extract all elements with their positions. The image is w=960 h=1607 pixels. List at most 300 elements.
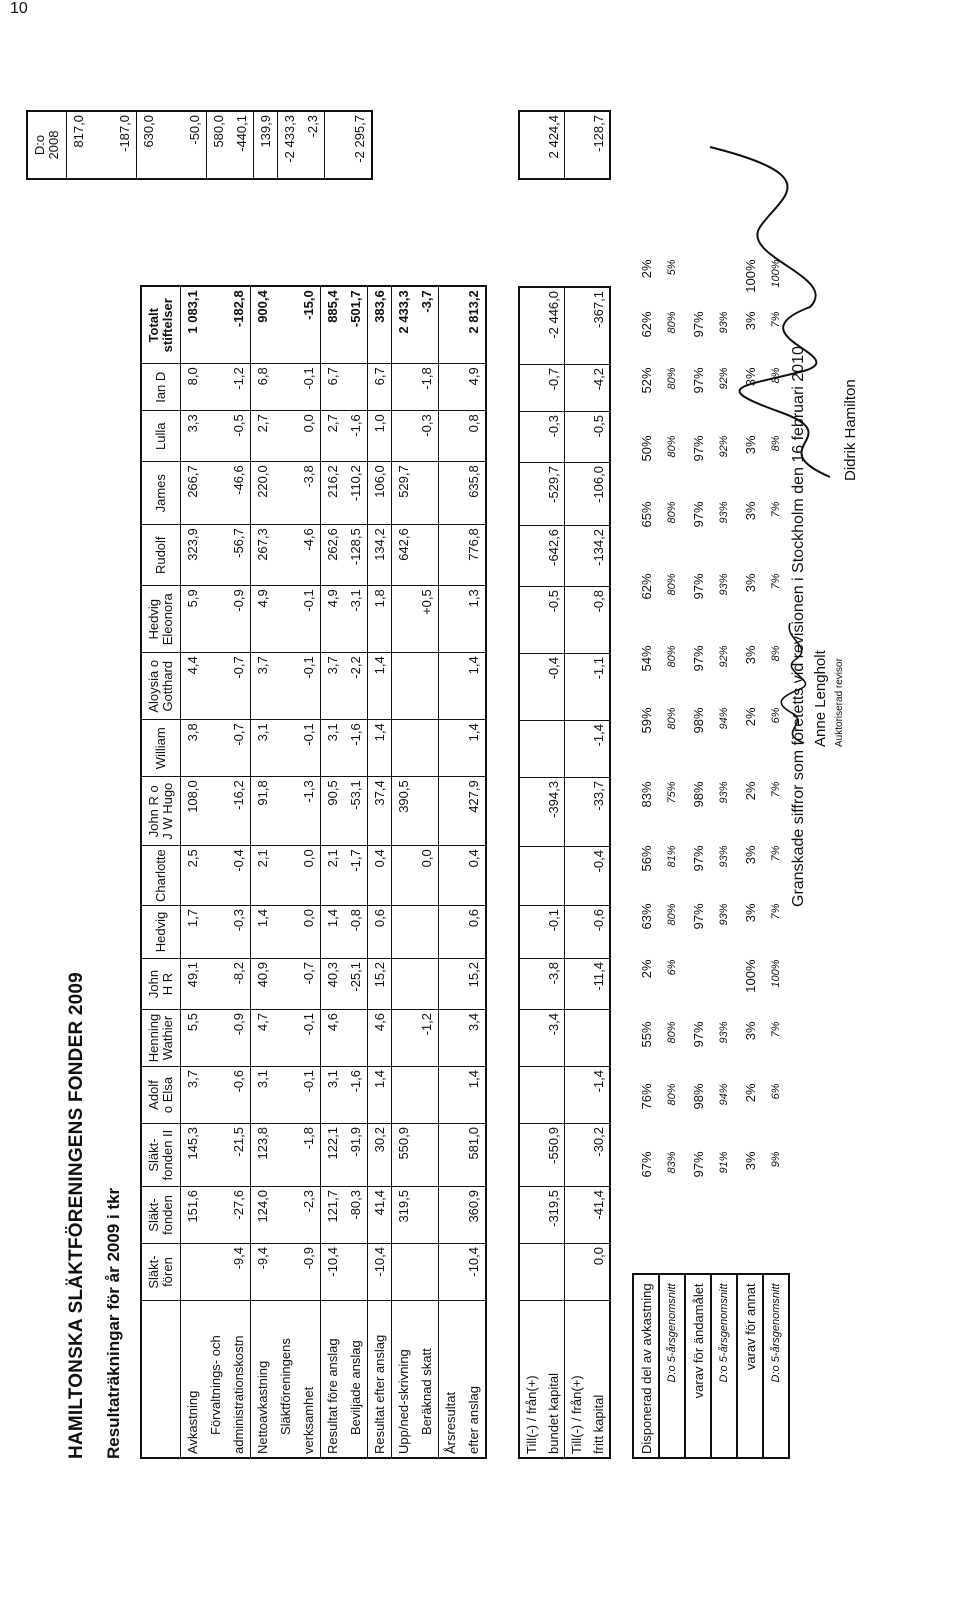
table-cell: 3,3 bbox=[181, 411, 205, 462]
table-cell bbox=[274, 586, 297, 653]
column-header-line2: H R bbox=[160, 972, 175, 996]
table-cell: 3% bbox=[742, 435, 758, 455]
table-cell bbox=[392, 1244, 416, 1301]
table-cell bbox=[439, 959, 463, 1010]
table-cell bbox=[542, 721, 565, 778]
table-cell bbox=[542, 1244, 565, 1301]
table-cell: 80% bbox=[666, 1083, 678, 1106]
table-cell bbox=[439, 1067, 463, 1124]
table-cell bbox=[392, 720, 416, 777]
table-cell bbox=[519, 111, 542, 179]
row-label: Resultat efter anslag bbox=[368, 1301, 392, 1459]
table-cell bbox=[181, 1244, 205, 1301]
table-row bbox=[348, 111, 372, 179]
table-row bbox=[183, 111, 207, 179]
table-cell: -1,4 bbox=[587, 1067, 610, 1124]
column-header bbox=[141, 411, 181, 462]
table-cell bbox=[392, 586, 416, 653]
column-header-line1: Adolf bbox=[146, 1080, 161, 1110]
row-label: Beviljade anslag bbox=[344, 1301, 368, 1459]
table-cell bbox=[160, 111, 183, 179]
column-header bbox=[141, 1124, 181, 1187]
table-cell: -9,4 bbox=[251, 1244, 275, 1301]
table-cell: 5,9 bbox=[181, 586, 205, 653]
table-cell: -0,5 bbox=[587, 412, 610, 463]
table-cell bbox=[439, 777, 463, 846]
table-cell: -501,7 bbox=[344, 286, 368, 364]
table-cell: 3,1 bbox=[321, 720, 345, 777]
table-row bbox=[181, 286, 205, 1458]
table-cell bbox=[685, 1210, 711, 1274]
table-cell: -3,7 bbox=[415, 286, 439, 364]
table-cell: 97% bbox=[690, 845, 706, 872]
column-header bbox=[141, 525, 181, 586]
table-cell bbox=[565, 526, 588, 587]
table-cell: 3% bbox=[742, 367, 758, 387]
column-header-line1: Släkt- bbox=[146, 1138, 161, 1172]
table-cell bbox=[415, 525, 439, 586]
table-cell: 52% bbox=[638, 367, 654, 394]
column-header-line1: Hedvig bbox=[153, 911, 168, 953]
column-header-line2: Eleonora bbox=[160, 593, 175, 646]
table-cell bbox=[565, 1124, 588, 1187]
table-cell: 0,0 bbox=[297, 411, 321, 462]
table-cell bbox=[439, 653, 463, 720]
table-cell: -0,7 bbox=[227, 720, 251, 777]
table-cell: -394,3 bbox=[542, 778, 565, 847]
column-header-line: D:o bbox=[32, 134, 47, 156]
auditor2-name: Didrik Hamilton bbox=[842, 379, 859, 481]
table-cell bbox=[439, 1187, 463, 1244]
table-row bbox=[301, 111, 325, 179]
table-cell bbox=[711, 1210, 737, 1274]
table-cell: 630,0 bbox=[137, 111, 161, 179]
table-cell: 7% bbox=[770, 845, 782, 862]
table-cell: -0,1 bbox=[297, 1067, 321, 1124]
table-cell bbox=[274, 1244, 297, 1301]
table-cell: -1,1 bbox=[587, 654, 610, 721]
table-cell: 98% bbox=[690, 707, 706, 734]
table-cell: -25,1 bbox=[344, 959, 368, 1010]
table-cell: 581,0 bbox=[462, 1124, 486, 1187]
table-cell: 90,5 bbox=[321, 777, 345, 846]
table-cell: 2% bbox=[638, 959, 654, 979]
row-label: varav för annat bbox=[737, 1274, 763, 1458]
column-header-line1: Hedvig bbox=[146, 599, 161, 640]
table-cell bbox=[439, 1244, 463, 1301]
table-cell: -110,2 bbox=[344, 462, 368, 525]
table-cell bbox=[519, 654, 542, 721]
table-cell: -46,6 bbox=[227, 462, 251, 525]
table-cell: 97% bbox=[690, 311, 706, 338]
table-cell bbox=[415, 1124, 439, 1187]
table-row bbox=[297, 286, 321, 1458]
table-cell bbox=[439, 720, 463, 777]
table-cell: 0,0 bbox=[297, 906, 321, 959]
table-cell bbox=[415, 777, 439, 846]
table-cell: 3,1 bbox=[321, 1067, 345, 1124]
column-header-line1: Totalt bbox=[146, 308, 161, 343]
column-header bbox=[141, 777, 181, 846]
table-cell: -182,8 bbox=[227, 286, 251, 364]
table-cell: 75% bbox=[666, 781, 678, 804]
table-cell bbox=[415, 720, 439, 777]
table-row bbox=[90, 111, 113, 179]
table-cell: 3,1 bbox=[251, 720, 275, 777]
table-cell bbox=[565, 365, 588, 412]
table-cell: 4,4 bbox=[181, 653, 205, 720]
table-cell: 80% bbox=[666, 367, 678, 390]
table-cell: 145,3 bbox=[181, 1124, 205, 1187]
table-cell: 3% bbox=[742, 903, 758, 923]
table-cell: 4,6 bbox=[321, 1010, 345, 1067]
table-cell: -0,8 bbox=[587, 587, 610, 654]
table-cell: 8% bbox=[770, 645, 782, 662]
table-cell: -0,1 bbox=[297, 720, 321, 777]
table-cell bbox=[415, 653, 439, 720]
table-row bbox=[67, 111, 91, 179]
column-header-line1: Charlotte bbox=[153, 849, 168, 902]
column-header-line1: Aloysia o bbox=[146, 659, 161, 713]
table-cell: -10,4 bbox=[368, 1244, 392, 1301]
table-cell bbox=[519, 587, 542, 654]
table-cell: 6,7 bbox=[321, 364, 345, 411]
row-label: Beräknad skatt bbox=[415, 1301, 439, 1459]
table-cell bbox=[274, 720, 297, 777]
table-cell: 56% bbox=[638, 845, 654, 872]
table-cell: 40,9 bbox=[251, 959, 275, 1010]
table-cell: 4,9 bbox=[462, 364, 486, 411]
table-cell bbox=[519, 1187, 542, 1244]
row-label: verksamhet bbox=[297, 1301, 321, 1459]
table-row bbox=[519, 287, 542, 1458]
table-cell bbox=[439, 846, 463, 906]
column-header bbox=[141, 286, 181, 364]
table-row bbox=[659, 256, 685, 1458]
table-cell: 7% bbox=[770, 501, 782, 518]
table-cell: -0,7 bbox=[542, 365, 565, 412]
signature-lengholt bbox=[770, 617, 816, 747]
table-cell bbox=[685, 956, 711, 1018]
table-cell: 0,8 bbox=[462, 411, 486, 462]
capital-prev-year-table bbox=[518, 110, 611, 180]
table-cell bbox=[565, 587, 588, 654]
table-cell: 55% bbox=[638, 1021, 654, 1048]
table-cell: -642,6 bbox=[542, 526, 565, 587]
row-label: D:o 5-årsgenomsnitt bbox=[659, 1274, 685, 1458]
table-cell: -0,9 bbox=[297, 1244, 321, 1301]
table-cell: -0,1 bbox=[297, 586, 321, 653]
table-cell: 8% bbox=[770, 367, 782, 384]
column-header bbox=[141, 1067, 181, 1124]
table-row bbox=[587, 111, 610, 179]
row-label: Avkastning bbox=[181, 1301, 205, 1459]
table-cell: 50% bbox=[638, 435, 654, 462]
table-cell: 1,4 bbox=[368, 653, 392, 720]
table-cell: 97% bbox=[690, 573, 706, 600]
table-cell bbox=[204, 411, 227, 462]
table-cell: 15,2 bbox=[368, 959, 392, 1010]
table-cell: 122,1 bbox=[321, 1124, 345, 1187]
table-cell: 0,0 bbox=[297, 846, 321, 906]
table-cell bbox=[737, 1210, 763, 1274]
table-cell: 76% bbox=[638, 1083, 654, 1110]
table-cell: -0,7 bbox=[227, 653, 251, 720]
table-row bbox=[392, 286, 416, 1458]
table-cell: 97% bbox=[690, 1151, 706, 1178]
table-row bbox=[278, 111, 302, 179]
table-cell bbox=[274, 286, 297, 364]
column-header-line2: fonden II bbox=[160, 1129, 175, 1181]
table-cell: -367,1 bbox=[587, 287, 610, 365]
row-label: efter anslag bbox=[462, 1301, 486, 1459]
table-cell: 427,9 bbox=[462, 777, 486, 846]
table-cell bbox=[565, 1244, 588, 1301]
table-cell bbox=[519, 959, 542, 1010]
document-title: HAMILTONSKA SLÄKTFÖRENINGENS FONDER 2009 bbox=[66, 972, 87, 1459]
table-cell: 8% bbox=[770, 435, 782, 452]
table-cell: -3,8 bbox=[297, 462, 321, 525]
column-header-line1: William bbox=[153, 727, 168, 770]
table-cell: 80% bbox=[666, 435, 678, 458]
table-cell bbox=[519, 1124, 542, 1187]
table-cell: 59% bbox=[638, 707, 654, 734]
table-cell: 3% bbox=[742, 645, 758, 665]
table-cell: -4,6 bbox=[297, 525, 321, 586]
table-cell: 108,0 bbox=[181, 777, 205, 846]
table-cell: 97% bbox=[690, 501, 706, 528]
table-cell bbox=[344, 1244, 368, 1301]
table-cell: -0,4 bbox=[542, 654, 565, 721]
table-cell: 139,9 bbox=[254, 111, 278, 179]
table-cell: -187,0 bbox=[113, 111, 137, 179]
table-cell: -0,1 bbox=[297, 364, 321, 411]
table-cell: 7% bbox=[770, 781, 782, 798]
table-cell: -0,1 bbox=[542, 906, 565, 959]
table-row bbox=[254, 111, 278, 179]
table-cell bbox=[392, 846, 416, 906]
table-cell: -2,3 bbox=[301, 111, 325, 179]
table-cell: -41,4 bbox=[587, 1187, 610, 1244]
table-row bbox=[230, 111, 254, 179]
table-cell: 93% bbox=[718, 1021, 730, 1044]
table-cell bbox=[204, 1124, 227, 1187]
table-cell: -0,5 bbox=[542, 587, 565, 654]
table-cell: 1,4 bbox=[368, 720, 392, 777]
table-row bbox=[542, 287, 565, 1458]
column-header-line1: Lulla bbox=[153, 422, 168, 450]
row-label: Till(-) / från(+) bbox=[565, 1301, 588, 1459]
table-cell: -134,2 bbox=[587, 526, 610, 587]
table-cell bbox=[274, 1067, 297, 1124]
table-row bbox=[542, 111, 565, 179]
column-header-line2: fonden bbox=[160, 1195, 175, 1235]
table-cell: 216,2 bbox=[321, 462, 345, 525]
table-cell bbox=[519, 1010, 542, 1067]
table-cell: 0,6 bbox=[368, 906, 392, 959]
table-cell: 62% bbox=[638, 573, 654, 600]
table-cell bbox=[274, 462, 297, 525]
table-cell bbox=[439, 364, 463, 411]
table-cell: 15,2 bbox=[462, 959, 486, 1010]
table-cell bbox=[519, 847, 542, 906]
column-header bbox=[141, 1187, 181, 1244]
table-cell: 106,0 bbox=[368, 462, 392, 525]
table-cell: 3,7 bbox=[321, 653, 345, 720]
table-cell: 2,1 bbox=[251, 846, 275, 906]
table-cell bbox=[344, 1010, 368, 1067]
table-cell: -1,7 bbox=[344, 846, 368, 906]
row-label: Släktföreningens bbox=[274, 1301, 297, 1459]
table-cell: -10,4 bbox=[321, 1244, 345, 1301]
table-cell bbox=[204, 959, 227, 1010]
table-cell: 3% bbox=[742, 311, 758, 331]
table-cell bbox=[204, 1010, 227, 1067]
table-cell: -1,8 bbox=[297, 1124, 321, 1187]
table-cell: -1,6 bbox=[344, 720, 368, 777]
table-row bbox=[113, 111, 137, 179]
table-cell: -0,9 bbox=[227, 1010, 251, 1067]
table-cell bbox=[565, 287, 588, 365]
table-cell bbox=[415, 959, 439, 1010]
column-header-line2: Wathier bbox=[160, 1015, 175, 1061]
column-header bbox=[141, 720, 181, 777]
column-header-line1: John bbox=[146, 969, 161, 999]
table-cell: 30,2 bbox=[368, 1124, 392, 1187]
table-cell bbox=[565, 847, 588, 906]
table-cell bbox=[565, 463, 588, 526]
table-cell: 2 433,3 bbox=[392, 286, 416, 364]
table-cell: 3,8 bbox=[181, 720, 205, 777]
table-cell: -21,5 bbox=[227, 1124, 251, 1187]
row-label: Årsresultat bbox=[439, 1301, 463, 1459]
table-cell: -50,0 bbox=[183, 111, 207, 179]
table-cell bbox=[204, 462, 227, 525]
table-cell bbox=[274, 1187, 297, 1244]
table-cell: 220,0 bbox=[251, 462, 275, 525]
table-cell: 262,6 bbox=[321, 525, 345, 586]
income-statement-table bbox=[140, 285, 487, 1459]
table-cell: -2 446,0 bbox=[542, 287, 565, 365]
table-cell: 80% bbox=[666, 573, 678, 596]
table-cell: 92% bbox=[718, 367, 730, 390]
table-cell bbox=[519, 287, 542, 365]
table-cell: 3% bbox=[742, 1021, 758, 1041]
table-cell bbox=[274, 1010, 297, 1067]
row-label: Disponerad del av avkastning bbox=[633, 1274, 659, 1458]
column-header bbox=[141, 1244, 181, 1301]
table-cell bbox=[204, 777, 227, 846]
table-row bbox=[227, 286, 251, 1458]
capital-table bbox=[518, 286, 611, 1459]
table-cell: 0,6 bbox=[462, 906, 486, 959]
table-cell bbox=[204, 846, 227, 906]
table-cell: 3,1 bbox=[251, 1067, 275, 1124]
table-cell bbox=[392, 959, 416, 1010]
table-cell: 91,8 bbox=[251, 777, 275, 846]
row-label: varav för ändamålet bbox=[685, 1274, 711, 1458]
table-cell: -0,3 bbox=[227, 906, 251, 959]
column-header bbox=[141, 1010, 181, 1067]
table-cell bbox=[565, 906, 588, 959]
table-cell: 40,3 bbox=[321, 959, 345, 1010]
table-cell bbox=[439, 525, 463, 586]
table-cell: 67% bbox=[638, 1151, 654, 1178]
table-cell bbox=[439, 1124, 463, 1187]
column-header bbox=[141, 364, 181, 411]
column-header bbox=[141, 959, 181, 1010]
table-cell: 92% bbox=[718, 435, 730, 458]
table-row bbox=[325, 111, 349, 179]
row-label: Resultat före anslag bbox=[321, 1301, 345, 1459]
table-cell bbox=[565, 1187, 588, 1244]
table-cell: -0,3 bbox=[542, 412, 565, 463]
table-cell: -2 295,7 bbox=[348, 111, 372, 179]
table-row bbox=[587, 287, 610, 1458]
table-cell: 93% bbox=[718, 781, 730, 804]
row-label: bundet kapital bbox=[542, 1301, 565, 1459]
document-subtitle: Resultaträkningar för år 2009 i tkr bbox=[104, 1187, 123, 1459]
table-cell: 3% bbox=[742, 573, 758, 593]
table-cell: 97% bbox=[690, 435, 706, 462]
table-cell bbox=[204, 1187, 227, 1244]
table-cell bbox=[204, 525, 227, 586]
table-cell: -53,1 bbox=[344, 777, 368, 846]
table-cell: -0,5 bbox=[227, 411, 251, 462]
table-row bbox=[439, 286, 463, 1458]
table-cell bbox=[274, 846, 297, 906]
table-cell: 529,7 bbox=[392, 462, 416, 525]
table-cell: -91,9 bbox=[344, 1124, 368, 1187]
table-cell: 6,8 bbox=[251, 364, 275, 411]
column-header-line2: o Elsa bbox=[160, 1076, 175, 1114]
column-header-line1: Släkt- bbox=[146, 1198, 161, 1232]
table-cell bbox=[392, 364, 416, 411]
table-cell: -9,4 bbox=[227, 1244, 251, 1301]
table-cell: 5% bbox=[666, 259, 678, 276]
table-cell: 62% bbox=[638, 311, 654, 338]
table-cell: 63% bbox=[638, 903, 654, 930]
table-cell: 100% bbox=[770, 959, 782, 988]
table-cell: 1,3 bbox=[462, 586, 486, 653]
table-cell: 1,4 bbox=[368, 1067, 392, 1124]
table-cell bbox=[439, 586, 463, 653]
table-cell: -1,8 bbox=[415, 364, 439, 411]
table-cell: -0,6 bbox=[587, 906, 610, 959]
table-cell bbox=[274, 364, 297, 411]
table-cell bbox=[415, 1067, 439, 1124]
table-row bbox=[251, 286, 275, 1458]
table-cell: -80,3 bbox=[344, 1187, 368, 1244]
table-cell: 817,0 bbox=[67, 111, 91, 179]
table-cell bbox=[204, 1244, 227, 1301]
table-cell: -2,3 bbox=[297, 1187, 321, 1244]
table-row bbox=[462, 286, 486, 1458]
table-cell: -4,2 bbox=[587, 365, 610, 412]
column-header-line1: Henning bbox=[146, 1013, 161, 1063]
table-row bbox=[519, 111, 542, 179]
table-cell: -27,6 bbox=[227, 1187, 251, 1244]
table-cell: 1,4 bbox=[462, 653, 486, 720]
table-cell bbox=[274, 1124, 297, 1187]
table-cell: 1,4 bbox=[251, 906, 275, 959]
table-cell: -1,3 bbox=[297, 777, 321, 846]
table-cell: -128,7 bbox=[587, 111, 610, 179]
table-cell: -2 433,3 bbox=[278, 111, 302, 179]
table-cell: 383,6 bbox=[368, 286, 392, 364]
table-cell: 2% bbox=[638, 259, 654, 279]
table-cell bbox=[274, 959, 297, 1010]
